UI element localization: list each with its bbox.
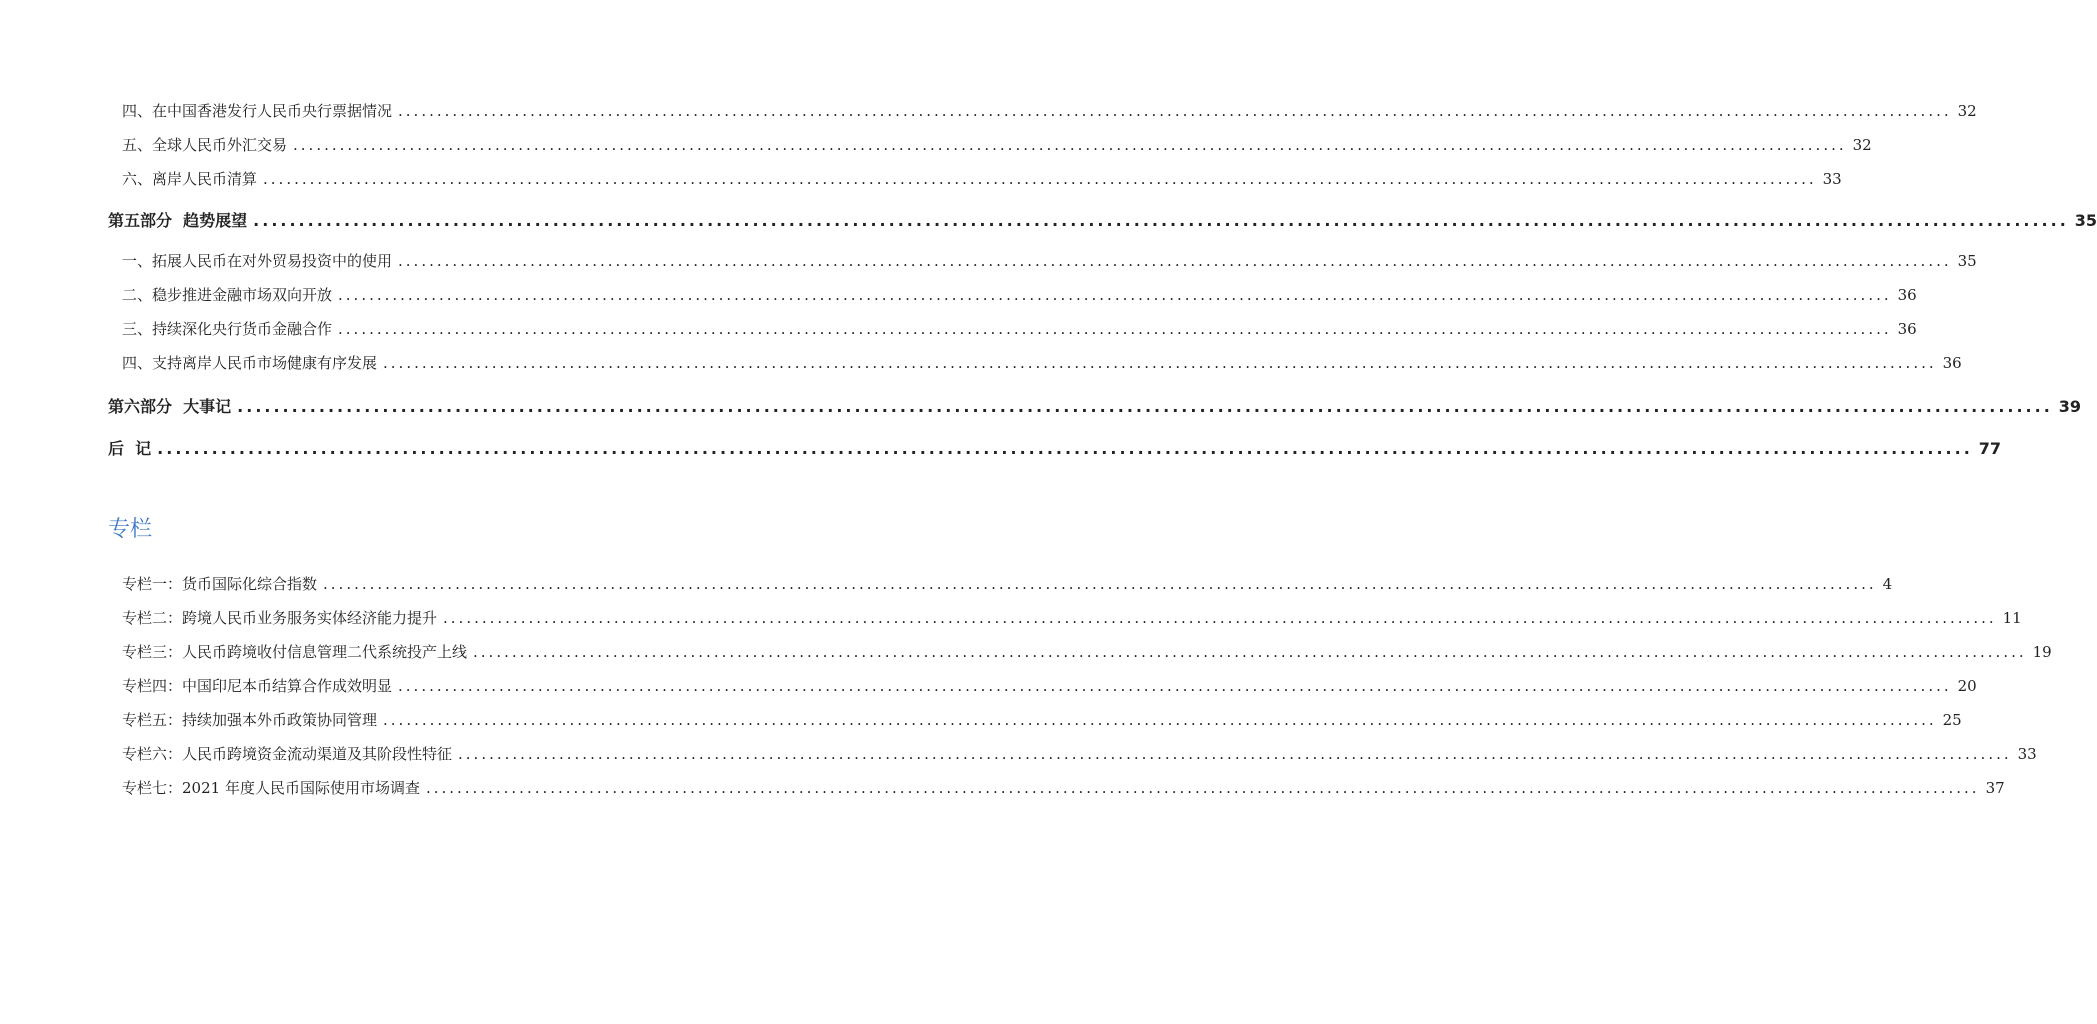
toc-part-page: 35 bbox=[2074, 211, 2097, 230]
toc-item[interactable] bbox=[122, 100, 1977, 121]
column-title: 专栏五：持续加强本外币政策协同管理 bbox=[122, 711, 378, 729]
column-page: 11 bbox=[2002, 609, 2022, 627]
toc-item[interactable] bbox=[122, 168, 1842, 189]
leader-dots: ........................................................................................................................................................................................................ bbox=[398, 252, 1952, 270]
toc-item-title: 三、持续深化央行货币金融合作 bbox=[122, 320, 333, 338]
leader-dots: ........................................................................................................................................................................................................ bbox=[383, 711, 1937, 729]
column-item[interactable] bbox=[122, 777, 2005, 798]
toc-item[interactable] bbox=[122, 318, 1917, 339]
column-item[interactable] bbox=[122, 709, 1962, 730]
columns-heading: 专栏 bbox=[108, 517, 153, 542]
leader-dots: ........................................................................................................................................................................................................ bbox=[323, 575, 1877, 593]
toc-part-title: 第五部分 趋势展望 bbox=[108, 211, 248, 230]
toc-part-6[interactable] bbox=[108, 394, 2082, 417]
column-item[interactable] bbox=[122, 743, 2037, 764]
leader-dots: ........................................................................................................................................................................................................ bbox=[157, 439, 1973, 458]
toc-item[interactable] bbox=[122, 352, 1962, 373]
column-page: 37 bbox=[1985, 779, 2005, 797]
leader-dots: ........................................................................................................................................................................................................ bbox=[338, 320, 1892, 338]
toc-afterword[interactable] bbox=[108, 436, 2002, 459]
column-title: 专栏二：跨境人民币业务服务实体经济能力提升 bbox=[122, 609, 438, 627]
column-page: 33 bbox=[2017, 745, 2037, 763]
column-title: 专栏四：中国印尼本币结算合作成效明显 bbox=[122, 677, 393, 695]
leader-dots: ........................................................................................................................................................................................................ bbox=[458, 745, 2012, 763]
toc-item-title: 一、拓展人民币在对外贸易投资中的使用 bbox=[122, 252, 393, 270]
toc-item-page: 32 bbox=[1957, 102, 1977, 120]
column-title: 专栏七：2021 年度人民币国际使用市场调查 bbox=[122, 779, 420, 797]
column-item[interactable] bbox=[122, 573, 1893, 594]
column-item[interactable] bbox=[122, 641, 2052, 662]
toc-item-title: 二、稳步推进金融市场双向开放 bbox=[122, 286, 333, 304]
column-page: 4 bbox=[1882, 575, 1893, 593]
leader-dots: ........................................................................................................................................................................................................ bbox=[473, 643, 2027, 661]
toc-item-page: 36 bbox=[1897, 320, 1917, 338]
leader-dots: ........................................................................................................................................................................................................ bbox=[338, 286, 1892, 304]
column-title: 专栏三：人民币跨境收付信息管理二代系统投产上线 bbox=[122, 643, 468, 661]
toc-item-page: 36 bbox=[1942, 354, 1962, 372]
toc-item[interactable] bbox=[122, 134, 1872, 155]
leader-dots: ........................................................................................................................................................................................................ bbox=[383, 354, 1937, 372]
toc-part-title: 第六部分 大事记 bbox=[108, 397, 232, 416]
column-title: 专栏六：人民币跨境资金流动渠道及其阶段性特征 bbox=[122, 745, 453, 763]
toc-part-page: 39 bbox=[2058, 397, 2082, 416]
toc-item-page: 36 bbox=[1897, 286, 1917, 304]
toc-item-title: 四、在中国香港发行人民币央行票据情况 bbox=[122, 102, 393, 120]
toc-item[interactable] bbox=[122, 284, 1917, 305]
toc-item-page: 32 bbox=[1852, 136, 1872, 154]
toc-item-title: 五、全球人民币外汇交易 bbox=[122, 136, 288, 154]
column-item[interactable] bbox=[122, 607, 2022, 628]
leader-dots: ........................................................................................................................................................................................................ bbox=[293, 136, 1847, 154]
column-page: 25 bbox=[1942, 711, 1962, 729]
toc-item-title: 六、离岸人民币清算 bbox=[122, 170, 258, 188]
column-page: 19 bbox=[2032, 643, 2052, 661]
toc-part-5[interactable] bbox=[108, 208, 2097, 231]
leader-dots: ........................................................................................................................................................................................................ bbox=[263, 170, 1817, 188]
column-item[interactable] bbox=[122, 675, 1977, 696]
toc-item-page: 33 bbox=[1822, 170, 1842, 188]
toc-item-title: 四、支持离岸人民币市场健康有序发展 bbox=[122, 354, 378, 372]
leader-dots: ........................................................................................................................................................................................................ bbox=[443, 609, 1997, 627]
toc-item-page: 35 bbox=[1957, 252, 1977, 270]
leader-dots: ........................................................................................................................................................................................................ bbox=[398, 677, 1952, 695]
toc-item[interactable] bbox=[122, 250, 1977, 271]
toc-part-title: 后 记 bbox=[108, 439, 152, 458]
leader-dots: ........................................................................................................................................................................................................ bbox=[253, 211, 2069, 230]
column-title: 专栏一：货币国际化综合指数 bbox=[122, 575, 318, 593]
leader-dots: ........................................................................................................................................................................................................ bbox=[425, 779, 1980, 797]
leader-dots: ........................................................................................................................................................................................................ bbox=[398, 102, 1952, 120]
toc-part-page: 77 bbox=[1978, 439, 2002, 458]
leader-dots: ........................................................................................................................................................................................................ bbox=[237, 397, 2053, 416]
column-page: 20 bbox=[1957, 677, 1977, 695]
